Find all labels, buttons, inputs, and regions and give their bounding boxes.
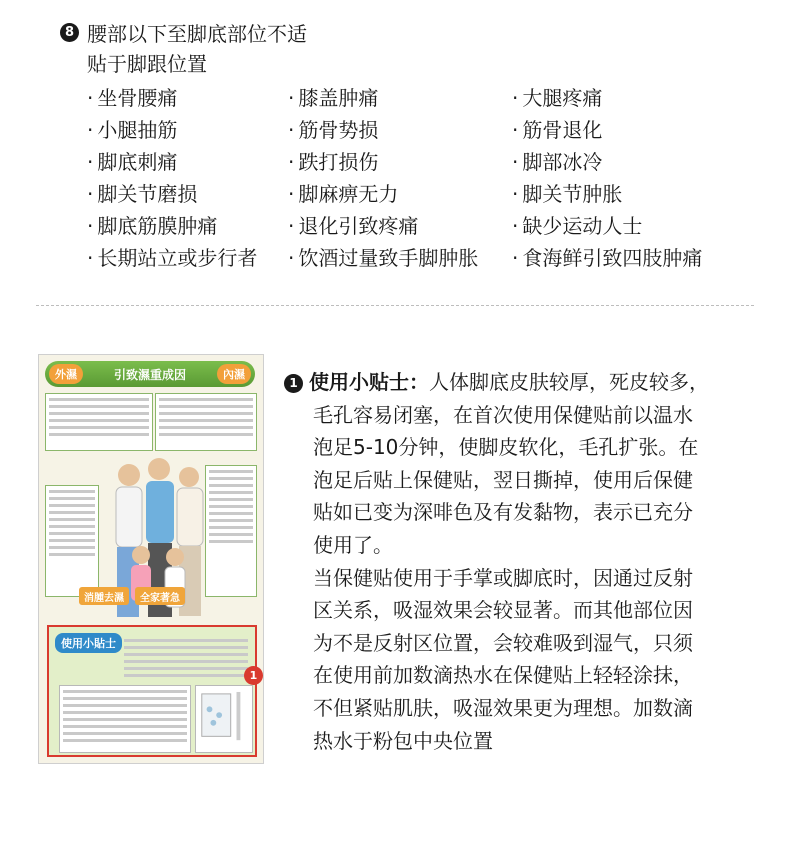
tips-label: 使用小贴士： (309, 370, 429, 394)
symptom-item: · 脚麻痹无力 (288, 178, 512, 210)
product-instruction-image (38, 354, 264, 764)
section-number-badge: 8 (60, 23, 79, 42)
tips-line: 当保健贴使用于手掌或脚底时，因通过反射 (313, 565, 693, 590)
image-header-title: 引致濕重成因 (113, 367, 186, 382)
tips-line: 为不是反射区位置，会较难吸到湿气，只须 (313, 630, 693, 655)
tips-line: 泡足5-10分钟，使脚皮软化，毛孔扩张。在 (313, 435, 699, 460)
image-box-lifestyle (205, 465, 257, 597)
symptom-item: · 小腿抽筋 (87, 114, 288, 146)
section-8-subtitle: 贴于脚跟位置 (87, 52, 207, 76)
symptom-item: · 跌打损伤 (288, 146, 512, 178)
section-8-header (60, 16, 780, 48)
tips-number-badge: 1 (284, 374, 303, 393)
tips-line: 贴如已变为深啡色及有发黏物，表示已充分 (313, 500, 693, 525)
tips-line: 毛孔容易闭塞，在首次使用保健贴前以温水 (313, 402, 693, 427)
usage-tips (284, 366, 774, 757)
tips-line-1 (284, 366, 774, 399)
dashed-divider (36, 305, 754, 306)
tips-line: 在使用前加数滴热水在保健贴上轻轻涂抹， (313, 663, 693, 688)
symptom-item: · 缺少运动人士 (512, 210, 752, 242)
section-8-title: 腰部以下至脚底部位不适 (87, 21, 307, 46)
symptom-item: · 脚底筋膜肿痛 (87, 210, 288, 242)
symptom-item: · 脚部冰冷 (512, 146, 752, 178)
image-box-environment (45, 393, 153, 451)
image-header-left: 外濕 (49, 364, 83, 384)
image-header (45, 361, 255, 387)
symptom-item: · 大腿疼痛 (512, 82, 752, 114)
tips-line: 使用了。 (313, 532, 393, 557)
image-tip-pill: 使用小貼士 (55, 633, 122, 653)
tips-line: 热水于粉包中央位置 (313, 728, 493, 753)
image-banner-right: 全家著急 (135, 587, 185, 605)
image-box-diet (155, 393, 257, 451)
tips-line: 区关系，吸湿效果会较显著。而其他部位因 (313, 598, 693, 623)
image-patch-illustration (195, 685, 253, 753)
family-illustration (101, 455, 211, 635)
image-marker-1: 1 (244, 666, 263, 685)
symptom-item: · 筋骨势损 (288, 114, 512, 146)
symptom-grid (87, 82, 780, 274)
tips-line: 泡足后贴上保健贴，翌日撕掉，使用后保健 (313, 467, 693, 492)
section-8 (60, 16, 780, 274)
tips-line: 不但紧贴肌肤，吸湿效果更为理想。加数滴 (313, 695, 693, 720)
symptom-item: · 筋骨退化 (512, 114, 752, 146)
symptom-item: · 脚底刺痛 (87, 146, 288, 178)
symptom-item: · 饮酒过量致手脚肿胀 (288, 242, 512, 274)
tips-text: 人体脚底皮肤较厚，死皮较多， (429, 370, 709, 394)
symptom-item: · 膝盖肿痛 (288, 82, 512, 114)
image-tip-box (47, 625, 257, 757)
symptom-item: · 退化引致疼痛 (288, 210, 512, 242)
image-header-right: 內濕 (217, 364, 251, 384)
symptom-item: · 长期站立或步行者 (87, 242, 288, 274)
symptom-item: · 食海鲜引致四肢肿痛 (512, 242, 752, 274)
symptom-item: · 脚关节肿胀 (512, 178, 752, 210)
image-banner (79, 587, 229, 605)
symptom-item: · 坐骨腰痛 (87, 82, 288, 114)
image-banner-left: 消腫去濕 (79, 587, 129, 605)
symptom-item: · 脚关节磨损 (87, 178, 288, 210)
image-tip-inner (59, 685, 191, 753)
image-box-work (45, 485, 99, 597)
